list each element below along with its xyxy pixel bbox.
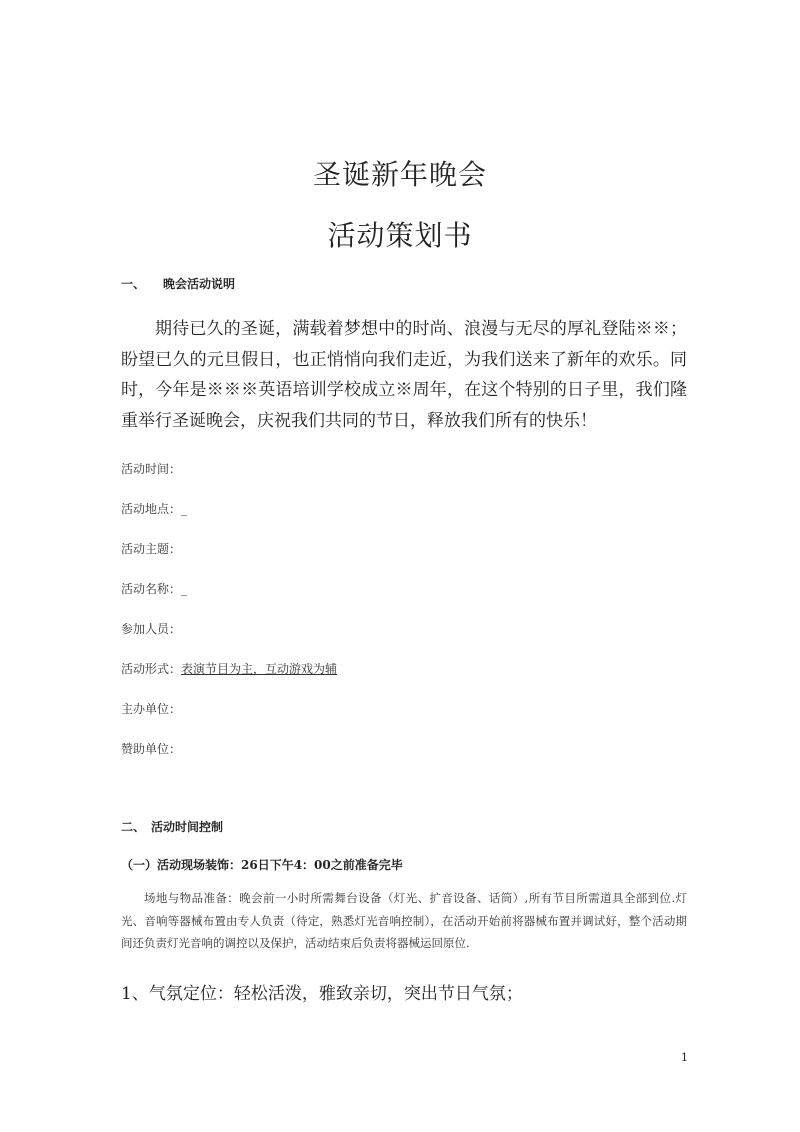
field-sponsor	[121, 741, 187, 757]
field-label: 赞助单位：	[121, 742, 182, 756]
page-number: 1	[681, 1051, 688, 1064]
field-value: _	[181, 502, 188, 516]
field-activity-name	[121, 581, 187, 597]
intro-paragraph: 期待已久的圣诞，满载着梦想中的时尚、浪漫与无尽的厚礼登陆※※；盼望已久的元旦假日，也正悄悄向我们走近，为我们送来了新年的欢乐。同时，今年是※※※英语培训学校成立※周年，在这个特别的日子里，我们隆重举行圣诞晚会，庆祝我们共同的节日，释放我们所有的快乐！	[121, 319, 687, 431]
section-heading-event-description	[121, 276, 235, 292]
list-item-atmosphere: 1、气氛定位：轻松活泼，雅致亲切，突出节日气氛；	[121, 984, 523, 1004]
field-activity-format	[121, 661, 337, 677]
field-label: 活动形式：	[121, 662, 182, 676]
field-label: 活动主题：	[121, 542, 182, 556]
field-label: 活动名称：	[121, 582, 182, 596]
field-label: 主办单位：	[121, 702, 182, 716]
field-organizer	[121, 701, 187, 717]
field-value: _	[181, 582, 188, 596]
document-title: 圣诞新年晚会	[312, 158, 487, 191]
section-heading-text: 活动时间控制	[151, 820, 224, 834]
field-label: 活动地点：	[121, 502, 182, 516]
field-activity-time	[121, 461, 187, 477]
prep-paragraph: 场地与物品准备：晚会前一小时所需舞台设备（灯光、扩音设备、话筒）,所有节目所需道具全部到位.灯光、音响等器械布置由专人负责（待定，熟悉灯光音响控制），在活动开始前将器械布置并调试好，整个活动期间还负责灯光音响的调控以及保护，活动结束后负责将器械运回原位.	[121, 891, 687, 950]
field-participants	[121, 621, 187, 637]
section-number: 二、	[121, 820, 146, 834]
field-activity-location	[121, 501, 187, 517]
document-subtitle: 活动策划书	[327, 219, 473, 252]
field-label: 活动时间：	[121, 462, 182, 476]
field-activity-theme	[121, 541, 187, 557]
section-number: 一、	[121, 277, 146, 291]
section-heading-text: 晚会活动说明	[163, 277, 236, 291]
field-label: 参加人员：	[121, 622, 182, 636]
field-value: 表演节目为主，互动游戏为辅	[181, 662, 338, 676]
subsection-heading-venue-decoration: （一）活动现场装饰：26日下午4：00之前准备完毕	[121, 858, 403, 872]
section-heading-time-control	[121, 819, 223, 835]
